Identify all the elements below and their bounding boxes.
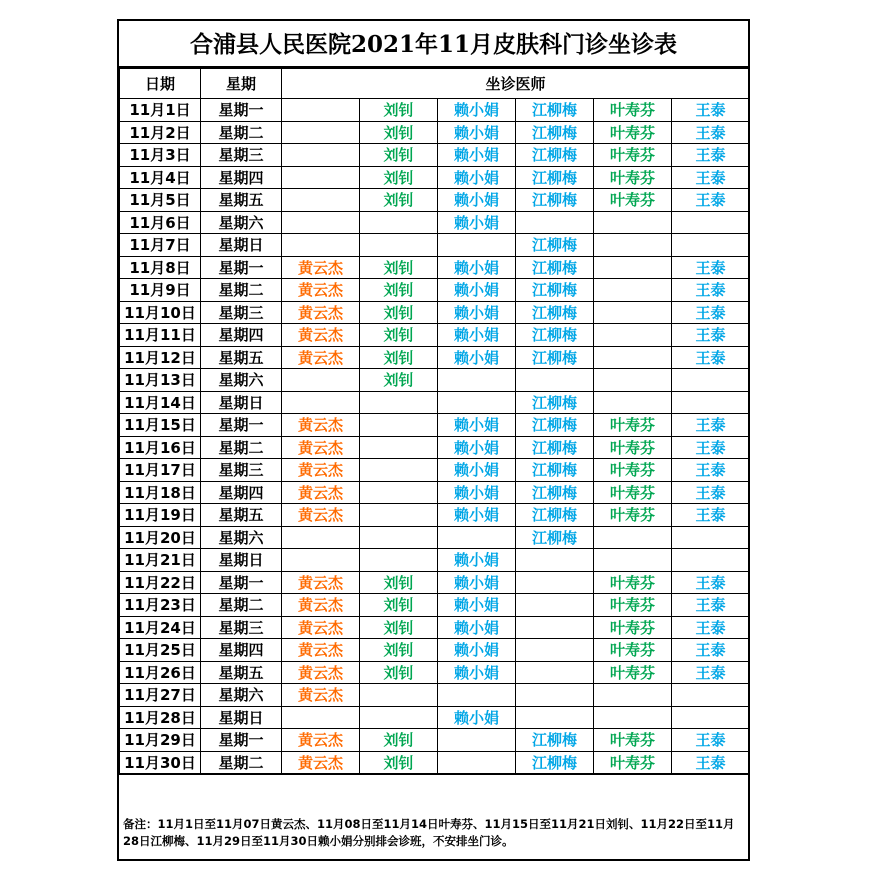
- doctor-cell: [360, 684, 438, 707]
- doctor-cell: [282, 549, 360, 572]
- doctor-cell: 叶寿芬: [594, 616, 672, 639]
- table-row: [120, 571, 750, 594]
- doctor-cell: [594, 301, 672, 324]
- page-title: 合浦县人民医院2021年11月皮肤科门诊坐诊表: [119, 21, 748, 68]
- doctor-cell: 叶寿芬: [594, 189, 672, 212]
- weekday-cell: 星期六: [201, 684, 282, 707]
- doctor-cell: 王泰: [672, 144, 750, 167]
- doctor-cell: [360, 526, 438, 549]
- doctor-cell: [672, 234, 750, 257]
- table-row: [120, 481, 750, 504]
- doctor-cell: 王泰: [672, 751, 750, 774]
- doctor-cell: [516, 594, 594, 617]
- doctor-cell: 赖小娟: [438, 459, 516, 482]
- weekday-cell: 星期一: [201, 414, 282, 437]
- weekday-cell: 星期六: [201, 369, 282, 392]
- table-row: [120, 526, 750, 549]
- doctor-cell: 王泰: [672, 436, 750, 459]
- doctor-cell: 黄云杰: [282, 256, 360, 279]
- date-cell: 11月27日: [120, 684, 201, 707]
- date-cell: 11月26日: [120, 661, 201, 684]
- doctor-cell: 江柳梅: [516, 391, 594, 414]
- doctor-cell: 赖小娟: [438, 639, 516, 662]
- doctor-cell: 赖小娟: [438, 436, 516, 459]
- doctor-cell: 王泰: [672, 729, 750, 752]
- doctor-cell: [516, 571, 594, 594]
- doctor-cell: 赖小娟: [438, 256, 516, 279]
- doctor-cell: 叶寿芬: [594, 144, 672, 167]
- doctor-cell: 刘钊: [360, 166, 438, 189]
- doctor-cell: 王泰: [672, 256, 750, 279]
- doctor-cell: 叶寿芬: [594, 504, 672, 527]
- doctor-cell: [282, 234, 360, 257]
- doctor-cell: 叶寿芬: [594, 751, 672, 774]
- doctor-cell: [672, 369, 750, 392]
- doctor-cell: [282, 211, 360, 234]
- date-cell: 11月4日: [120, 166, 201, 189]
- footnote: 备注：11月1日至11月07日黄云杰、11月08日至11月14日叶寿芬、11月15日至11月21日刘钊、11月22日至11月28日江柳梅、11月29日至11月30日赖小娟分别排会诊班，不安排坐门诊。: [123, 817, 735, 848]
- date-cell: 11月22日: [120, 571, 201, 594]
- doctor-cell: [282, 121, 360, 144]
- doctor-cell: [438, 234, 516, 257]
- table-row: [120, 436, 750, 459]
- date-cell: 11月12日: [120, 346, 201, 369]
- doctor-cell: 王泰: [672, 639, 750, 662]
- table-row: [120, 211, 750, 234]
- doctor-cell: [360, 234, 438, 257]
- doctor-cell: 江柳梅: [516, 144, 594, 167]
- date-cell: 11月7日: [120, 234, 201, 257]
- doctor-cell: 叶寿芬: [594, 729, 672, 752]
- date-cell: 11月1日: [120, 99, 201, 122]
- doctor-cell: 王泰: [672, 166, 750, 189]
- doctor-cell: 刘钊: [360, 279, 438, 302]
- doctor-cell: 王泰: [672, 594, 750, 617]
- weekday-cell: 星期二: [201, 751, 282, 774]
- weekday-cell: 星期三: [201, 459, 282, 482]
- date-cell: 11月23日: [120, 594, 201, 617]
- doctor-cell: 刘钊: [360, 121, 438, 144]
- weekday-cell: 星期五: [201, 189, 282, 212]
- date-cell: 11月5日: [120, 189, 201, 212]
- doctor-cell: 赖小娟: [438, 481, 516, 504]
- doctor-cell: [282, 144, 360, 167]
- doctor-cell: 王泰: [672, 504, 750, 527]
- date-cell: 11月6日: [120, 211, 201, 234]
- doctor-cell: 黄云杰: [282, 751, 360, 774]
- doctor-cell: 叶寿芬: [594, 121, 672, 144]
- doctor-cell: [594, 526, 672, 549]
- doctor-cell: 叶寿芬: [594, 436, 672, 459]
- weekday-cell: 星期四: [201, 324, 282, 347]
- doctor-cell: [594, 684, 672, 707]
- doctor-cell: 江柳梅: [516, 121, 594, 144]
- doctor-cell: 王泰: [672, 189, 750, 212]
- doctor-cell: [594, 706, 672, 729]
- doctor-cell: [360, 459, 438, 482]
- doctor-cell: 江柳梅: [516, 526, 594, 549]
- doctor-cell: 赖小娟: [438, 144, 516, 167]
- doctor-cell: 赖小娟: [438, 121, 516, 144]
- doctor-cell: [516, 661, 594, 684]
- doctor-cell: 江柳梅: [516, 751, 594, 774]
- date-cell: 11月9日: [120, 279, 201, 302]
- doctor-cell: 王泰: [672, 481, 750, 504]
- doctor-cell: [594, 234, 672, 257]
- doctor-cell: 黄云杰: [282, 504, 360, 527]
- schedule-sheet: [117, 19, 750, 861]
- doctor-cell: 王泰: [672, 616, 750, 639]
- doctor-cell: 赖小娟: [438, 189, 516, 212]
- doctor-cell: 赖小娟: [438, 301, 516, 324]
- doctor-cell: [594, 256, 672, 279]
- doctor-cell: 江柳梅: [516, 301, 594, 324]
- doctor-cell: 叶寿芬: [594, 571, 672, 594]
- doctor-cell: [516, 369, 594, 392]
- doctor-cell: 王泰: [672, 459, 750, 482]
- doctor-cell: 叶寿芬: [594, 166, 672, 189]
- doctor-cell: [672, 526, 750, 549]
- table-row: [120, 346, 750, 369]
- doctor-cell: [282, 99, 360, 122]
- doctor-cell: 赖小娟: [438, 99, 516, 122]
- doctor-cell: 刘钊: [360, 594, 438, 617]
- header-date: 日期: [120, 69, 201, 99]
- header-row: [120, 69, 750, 99]
- table-row: [120, 301, 750, 324]
- doctor-cell: 王泰: [672, 99, 750, 122]
- doctor-cell: 王泰: [672, 571, 750, 594]
- weekday-cell: 星期三: [201, 301, 282, 324]
- doctor-cell: 王泰: [672, 301, 750, 324]
- table-row: [120, 459, 750, 482]
- doctor-cell: 江柳梅: [516, 99, 594, 122]
- doctor-cell: 赖小娟: [438, 504, 516, 527]
- doctor-cell: 江柳梅: [516, 166, 594, 189]
- date-cell: 11月28日: [120, 706, 201, 729]
- weekday-cell: 星期四: [201, 481, 282, 504]
- doctor-cell: 江柳梅: [516, 346, 594, 369]
- weekday-cell: 星期日: [201, 706, 282, 729]
- weekday-cell: 星期六: [201, 526, 282, 549]
- doctor-cell: [360, 436, 438, 459]
- table-row: [120, 414, 750, 437]
- date-cell: 11月25日: [120, 639, 201, 662]
- doctor-cell: [672, 211, 750, 234]
- doctor-cell: 刘钊: [360, 661, 438, 684]
- doctor-cell: 黄云杰: [282, 616, 360, 639]
- table-row: [120, 256, 750, 279]
- doctor-cell: 江柳梅: [516, 414, 594, 437]
- doctor-cell: [672, 706, 750, 729]
- doctor-cell: 黄云杰: [282, 436, 360, 459]
- doctor-cell: 王泰: [672, 121, 750, 144]
- date-cell: 11月29日: [120, 729, 201, 752]
- weekday-cell: 星期三: [201, 144, 282, 167]
- doctor-cell: 刘钊: [360, 189, 438, 212]
- doctor-cell: [594, 324, 672, 347]
- date-cell: 11月19日: [120, 504, 201, 527]
- doctor-cell: [516, 706, 594, 729]
- doctor-cell: [360, 504, 438, 527]
- weekday-cell: 星期四: [201, 639, 282, 662]
- doctor-cell: 赖小娟: [438, 594, 516, 617]
- weekday-cell: 星期二: [201, 121, 282, 144]
- doctor-cell: 黄云杰: [282, 594, 360, 617]
- weekday-cell: 星期一: [201, 99, 282, 122]
- doctor-cell: 江柳梅: [516, 279, 594, 302]
- doctor-cell: 叶寿芬: [594, 661, 672, 684]
- date-cell: 11月10日: [120, 301, 201, 324]
- table-row: [120, 166, 750, 189]
- doctor-cell: [282, 526, 360, 549]
- doctor-cell: 黄云杰: [282, 279, 360, 302]
- doctor-cell: [438, 526, 516, 549]
- table-row: [120, 144, 750, 167]
- doctor-cell: 黄云杰: [282, 571, 360, 594]
- doctor-cell: 刘钊: [360, 99, 438, 122]
- date-cell: 11月13日: [120, 369, 201, 392]
- header-week: 星期: [201, 69, 282, 99]
- doctor-cell: [282, 369, 360, 392]
- doctor-cell: 黄云杰: [282, 639, 360, 662]
- doctor-cell: 王泰: [672, 324, 750, 347]
- date-cell: 11月18日: [120, 481, 201, 504]
- doctor-cell: [438, 729, 516, 752]
- table-row: [120, 189, 750, 212]
- weekday-cell: 星期一: [201, 256, 282, 279]
- doctor-cell: 刘钊: [360, 729, 438, 752]
- doctor-cell: 黄云杰: [282, 481, 360, 504]
- doctor-cell: [360, 211, 438, 234]
- date-cell: 11月14日: [120, 391, 201, 414]
- table-row: [120, 751, 750, 774]
- date-cell: 11月8日: [120, 256, 201, 279]
- doctor-cell: 刘钊: [360, 324, 438, 347]
- doctor-cell: 黄云杰: [282, 684, 360, 707]
- doctor-cell: 赖小娟: [438, 166, 516, 189]
- doctor-cell: 刘钊: [360, 144, 438, 167]
- date-cell: 11月30日: [120, 751, 201, 774]
- doctor-cell: [516, 684, 594, 707]
- table-row: [120, 99, 750, 122]
- doctor-cell: 刘钊: [360, 301, 438, 324]
- doctor-cell: 叶寿芬: [594, 481, 672, 504]
- doctor-cell: 刘钊: [360, 256, 438, 279]
- doctor-cell: 黄云杰: [282, 661, 360, 684]
- date-cell: 11月11日: [120, 324, 201, 347]
- doctor-cell: [594, 346, 672, 369]
- doctor-cell: 江柳梅: [516, 436, 594, 459]
- date-cell: 11月24日: [120, 616, 201, 639]
- table-row: [120, 324, 750, 347]
- table-row: [120, 369, 750, 392]
- doctor-cell: 江柳梅: [516, 729, 594, 752]
- doctor-cell: 赖小娟: [438, 706, 516, 729]
- date-cell: 11月15日: [120, 414, 201, 437]
- doctor-cell: [594, 549, 672, 572]
- header-doctors: 坐诊医师: [282, 69, 750, 99]
- doctor-cell: 赖小娟: [438, 616, 516, 639]
- doctor-cell: [360, 391, 438, 414]
- table-row: [120, 706, 750, 729]
- doctor-cell: 叶寿芬: [594, 459, 672, 482]
- date-cell: 11月17日: [120, 459, 201, 482]
- doctor-cell: [438, 684, 516, 707]
- table-row: [120, 616, 750, 639]
- doctor-cell: [360, 414, 438, 437]
- doctor-cell: [282, 706, 360, 729]
- table-row: [120, 121, 750, 144]
- doctor-cell: [360, 706, 438, 729]
- doctor-cell: 江柳梅: [516, 189, 594, 212]
- doctor-cell: 刘钊: [360, 639, 438, 662]
- table-row: [120, 549, 750, 572]
- table-row: [120, 234, 750, 257]
- table-row: [120, 729, 750, 752]
- weekday-cell: 星期二: [201, 594, 282, 617]
- weekday-cell: 星期一: [201, 571, 282, 594]
- date-cell: 11月20日: [120, 526, 201, 549]
- doctor-cell: 刘钊: [360, 616, 438, 639]
- doctor-cell: 王泰: [672, 346, 750, 369]
- doctor-cell: [516, 639, 594, 662]
- doctor-cell: [438, 391, 516, 414]
- doctor-cell: 黄云杰: [282, 301, 360, 324]
- doctor-cell: 江柳梅: [516, 481, 594, 504]
- doctor-cell: 刘钊: [360, 751, 438, 774]
- doctor-cell: 赖小娟: [438, 346, 516, 369]
- doctor-cell: 江柳梅: [516, 324, 594, 347]
- weekday-cell: 星期日: [201, 549, 282, 572]
- doctor-cell: [360, 481, 438, 504]
- doctor-cell: [594, 369, 672, 392]
- doctor-cell: [516, 549, 594, 572]
- doctor-cell: 刘钊: [360, 571, 438, 594]
- doctor-cell: 叶寿芬: [594, 414, 672, 437]
- doctor-cell: 赖小娟: [438, 549, 516, 572]
- doctor-cell: 赖小娟: [438, 211, 516, 234]
- doctor-cell: 刘钊: [360, 346, 438, 369]
- doctor-cell: 黄云杰: [282, 346, 360, 369]
- doctor-cell: 黄云杰: [282, 414, 360, 437]
- weekday-cell: 星期五: [201, 346, 282, 369]
- schedule-table: [119, 68, 750, 775]
- weekday-cell: 星期六: [201, 211, 282, 234]
- doctor-cell: 赖小娟: [438, 324, 516, 347]
- doctor-cell: [672, 391, 750, 414]
- doctor-cell: 赖小娟: [438, 661, 516, 684]
- doctor-cell: 江柳梅: [516, 504, 594, 527]
- doctor-cell: [282, 189, 360, 212]
- weekday-cell: 星期日: [201, 234, 282, 257]
- doctor-cell: 叶寿芬: [594, 99, 672, 122]
- doctor-cell: [282, 166, 360, 189]
- weekday-cell: 星期三: [201, 616, 282, 639]
- table-row: [120, 504, 750, 527]
- doctor-cell: 叶寿芬: [594, 639, 672, 662]
- date-cell: 11月2日: [120, 121, 201, 144]
- table-row: [120, 279, 750, 302]
- weekday-cell: 星期五: [201, 661, 282, 684]
- weekday-cell: 星期二: [201, 436, 282, 459]
- doctor-cell: 赖小娟: [438, 571, 516, 594]
- doctor-cell: 刘钊: [360, 369, 438, 392]
- weekday-cell: 星期二: [201, 279, 282, 302]
- doctor-cell: 王泰: [672, 279, 750, 302]
- table-row: [120, 639, 750, 662]
- doctor-cell: 黄云杰: [282, 729, 360, 752]
- doctor-cell: 黄云杰: [282, 459, 360, 482]
- weekday-cell: 星期一: [201, 729, 282, 752]
- doctor-cell: 江柳梅: [516, 459, 594, 482]
- doctor-cell: [282, 391, 360, 414]
- doctor-cell: 王泰: [672, 661, 750, 684]
- date-cell: 11月3日: [120, 144, 201, 167]
- date-cell: 11月16日: [120, 436, 201, 459]
- doctor-cell: 王泰: [672, 414, 750, 437]
- doctor-cell: [594, 211, 672, 234]
- doctor-cell: [594, 279, 672, 302]
- doctor-cell: 黄云杰: [282, 324, 360, 347]
- doctor-cell: [594, 391, 672, 414]
- doctor-cell: [516, 211, 594, 234]
- doctor-cell: 赖小娟: [438, 279, 516, 302]
- doctor-cell: [360, 549, 438, 572]
- doctor-cell: 赖小娟: [438, 414, 516, 437]
- table-row: [120, 594, 750, 617]
- table-row: [120, 684, 750, 707]
- table-row: [120, 391, 750, 414]
- schedule-body: [120, 99, 750, 774]
- doctor-cell: [672, 549, 750, 572]
- weekday-cell: 星期四: [201, 166, 282, 189]
- table-row: [120, 661, 750, 684]
- doctor-cell: 叶寿芬: [594, 594, 672, 617]
- doctor-cell: [516, 616, 594, 639]
- weekday-cell: 星期日: [201, 391, 282, 414]
- doctor-cell: [672, 684, 750, 707]
- doctor-cell: [438, 751, 516, 774]
- doctor-cell: 江柳梅: [516, 256, 594, 279]
- doctor-cell: [438, 369, 516, 392]
- weekday-cell: 星期五: [201, 504, 282, 527]
- doctor-cell: 江柳梅: [516, 234, 594, 257]
- date-cell: 11月21日: [120, 549, 201, 572]
